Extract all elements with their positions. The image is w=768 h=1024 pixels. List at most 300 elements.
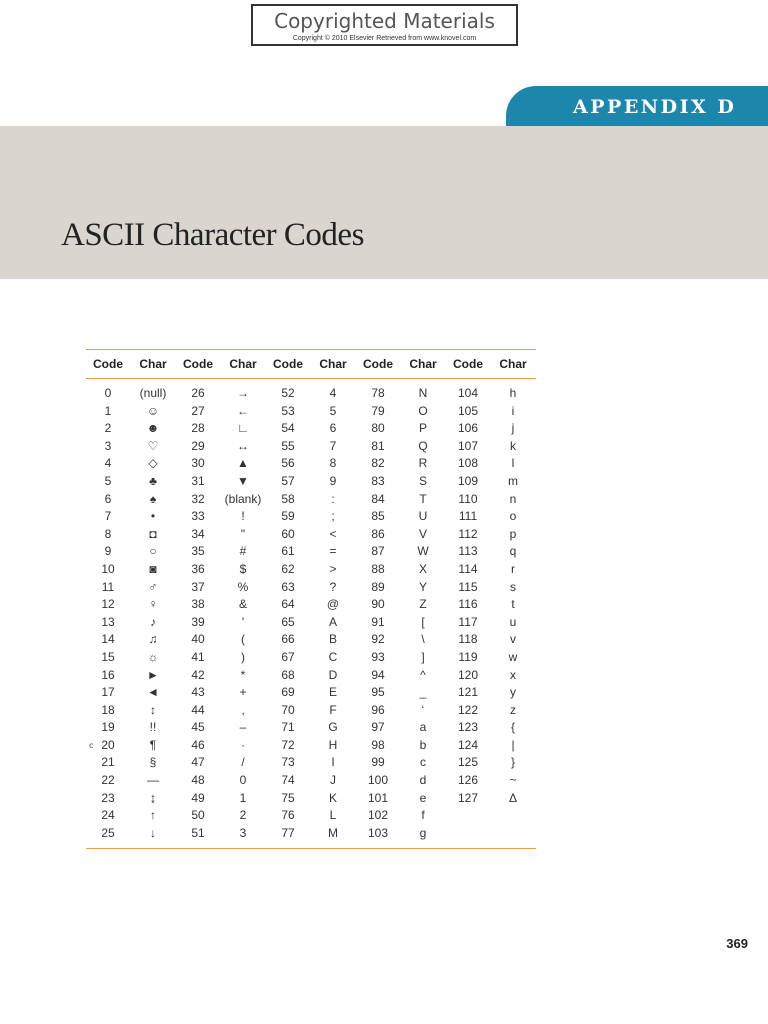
header-code: Code bbox=[183, 357, 213, 371]
char-cell: X bbox=[418, 561, 427, 576]
code-cell: 67 bbox=[281, 649, 295, 664]
char-cell: 0 bbox=[239, 773, 247, 788]
code-cell: 99 bbox=[371, 755, 385, 770]
stamp-subtitle: Copyright © 2010 Elsevier Retrieved from www.knovel.com bbox=[292, 35, 477, 42]
code-cell: 43 bbox=[191, 685, 205, 700]
char-cell: 4 bbox=[329, 386, 337, 400]
header-char: Char bbox=[229, 357, 257, 371]
code-cell: 49 bbox=[191, 790, 205, 805]
code-cell: 63 bbox=[281, 579, 295, 594]
char-cell: ♠ bbox=[149, 491, 157, 506]
ascii-code-table bbox=[86, 349, 536, 849]
char-cell: 5 bbox=[329, 403, 337, 418]
char-cell: 6 bbox=[329, 421, 337, 436]
char-cell: { bbox=[510, 720, 515, 735]
char-cell: § bbox=[149, 755, 157, 770]
code-cell: 119 bbox=[458, 649, 478, 664]
char-cell: R bbox=[418, 456, 428, 471]
char-cell: · bbox=[241, 737, 245, 752]
char-cell: ▼ bbox=[237, 473, 249, 488]
code-cell: 56 bbox=[281, 456, 295, 471]
char-cell: p bbox=[509, 526, 517, 541]
table-row bbox=[86, 719, 536, 737]
code-cell: 7 bbox=[104, 509, 112, 524]
char-cell: ↕ bbox=[150, 702, 156, 717]
code-cell: 121 bbox=[457, 685, 479, 700]
code-cell: 38 bbox=[191, 597, 205, 612]
char-cell: ← bbox=[237, 403, 249, 418]
code-cell: 50 bbox=[191, 808, 205, 823]
char-cell: ◘ bbox=[149, 526, 157, 541]
table-row bbox=[86, 596, 536, 614]
code-cell: 15 bbox=[101, 649, 115, 664]
code-cell: 105 bbox=[457, 403, 479, 418]
char-cell: (null) bbox=[139, 386, 167, 400]
code-cell: 113 bbox=[458, 544, 478, 559]
char-cell: = bbox=[329, 544, 337, 559]
code-cell: 8 bbox=[104, 526, 112, 541]
code-cell: 102 bbox=[367, 808, 389, 823]
char-cell: ~ bbox=[509, 773, 517, 788]
code-cell: 90 bbox=[371, 597, 385, 612]
table-row bbox=[86, 473, 536, 491]
code-cell: 126 bbox=[457, 773, 479, 788]
char-cell: E bbox=[328, 685, 337, 700]
code-cell: 26 bbox=[191, 386, 205, 400]
char-cell: 8 bbox=[329, 456, 337, 471]
code-cell: 44 bbox=[191, 702, 205, 717]
code-cell: 6 bbox=[104, 491, 112, 506]
code-cell: 51 bbox=[191, 825, 205, 840]
code-cell: 84 bbox=[371, 491, 385, 506]
code-cell bbox=[446, 807, 490, 825]
header-char: Char bbox=[319, 357, 347, 371]
code-cell: 92 bbox=[371, 632, 385, 647]
code-cell: 75 bbox=[281, 790, 295, 805]
char-cell: $ bbox=[239, 561, 247, 576]
header-char: Char bbox=[409, 357, 437, 371]
char-cell: ○ bbox=[149, 544, 157, 559]
code-cell: 87 bbox=[371, 544, 385, 559]
char-cell: D bbox=[328, 667, 338, 682]
char-cell: | bbox=[511, 737, 515, 752]
table-row bbox=[86, 491, 536, 509]
code-cell: 2 bbox=[104, 421, 112, 436]
code-cell: 76 bbox=[281, 808, 295, 823]
code-cell: 58 bbox=[281, 491, 295, 506]
code-cell: 127 bbox=[457, 790, 479, 805]
table-row bbox=[86, 614, 536, 632]
code-cell: 104 bbox=[457, 386, 479, 400]
table-row bbox=[86, 807, 536, 825]
table-row bbox=[86, 438, 536, 456]
code-cell: 18 bbox=[101, 702, 115, 717]
char-cell: 7 bbox=[329, 438, 337, 453]
code-cell: 14 bbox=[101, 632, 115, 647]
margin-mark: c bbox=[89, 741, 94, 750]
code-cell: 54 bbox=[281, 421, 295, 436]
code-cell: 114 bbox=[458, 561, 478, 576]
table-row bbox=[86, 379, 536, 403]
char-cell: ♂ bbox=[148, 579, 158, 594]
char-cell: ↨ bbox=[150, 790, 156, 805]
header-code: Code bbox=[93, 357, 123, 371]
table-row bbox=[86, 420, 536, 438]
char-cell: ¶ bbox=[149, 737, 157, 752]
char-cell: A bbox=[328, 614, 337, 629]
char-cell: * bbox=[240, 667, 246, 682]
char-cell: f bbox=[421, 808, 425, 823]
char-cell: • bbox=[150, 509, 156, 524]
char-cell: ☻ bbox=[146, 421, 160, 436]
code-cell: 27 bbox=[191, 403, 205, 418]
code-cell: 115 bbox=[458, 579, 478, 594]
code-cell: 46 bbox=[191, 737, 205, 752]
code-cell: 9 bbox=[104, 544, 112, 559]
code-cell: 16 bbox=[101, 667, 115, 682]
char-cell: ♫ bbox=[148, 632, 158, 647]
char-cell: [ bbox=[421, 614, 425, 629]
code-cell: 31 bbox=[191, 473, 205, 488]
char-cell: ‘ bbox=[421, 702, 425, 717]
header-code: Code bbox=[453, 357, 483, 371]
char-cell: F bbox=[329, 702, 337, 717]
header-char: Char bbox=[139, 357, 167, 371]
char-cell: Q bbox=[418, 438, 428, 453]
header-char: Char bbox=[499, 357, 527, 371]
char-cell: b bbox=[419, 737, 427, 752]
code-cell: 93 bbox=[371, 649, 385, 664]
code-cell: 106 bbox=[457, 421, 479, 436]
stamp-title: Copyrighted Materials bbox=[274, 9, 495, 33]
char-cell: O bbox=[418, 403, 428, 418]
code-cell: 73 bbox=[281, 755, 295, 770]
char-cell: 3 bbox=[239, 825, 247, 840]
code-cell: 24 bbox=[101, 808, 115, 823]
code-cell: 13 bbox=[101, 614, 115, 629]
code-cell: 48 bbox=[191, 773, 205, 788]
char-cell: P bbox=[418, 421, 427, 436]
code-cell: 35 bbox=[191, 544, 205, 559]
char-cell: : bbox=[331, 491, 335, 506]
code-cell: 11 bbox=[101, 579, 115, 594]
char-cell: ♀ bbox=[148, 597, 158, 612]
char-cell: ▲ bbox=[237, 456, 249, 471]
code-cell: 96 bbox=[371, 702, 385, 717]
char-cell: → bbox=[237, 386, 249, 400]
code-cell: 69 bbox=[281, 685, 295, 700]
code-cell: 71 bbox=[281, 720, 295, 735]
code-cell: 77 bbox=[281, 825, 295, 840]
table-row bbox=[86, 790, 536, 808]
code-cell: 97 bbox=[371, 720, 385, 735]
char-cell bbox=[490, 807, 536, 825]
char-cell: ♪ bbox=[150, 614, 156, 629]
table-row bbox=[86, 684, 536, 702]
code-cell: 32 bbox=[191, 491, 205, 506]
code-cell: 42 bbox=[191, 667, 205, 682]
code-cell: 79 bbox=[371, 403, 385, 418]
code-cell: 36 bbox=[191, 561, 205, 576]
table-row bbox=[86, 754, 536, 772]
code-cell: 116 bbox=[458, 597, 478, 612]
code-cell: 81 bbox=[371, 438, 385, 453]
char-cell: ♡ bbox=[147, 438, 159, 453]
char-cell: Δ bbox=[508, 790, 517, 805]
header-code: Code bbox=[273, 357, 303, 371]
char-cell: s bbox=[510, 579, 516, 594]
char-cell: ↑ bbox=[150, 808, 156, 823]
char-cell: # bbox=[239, 544, 247, 559]
char-cell: k bbox=[510, 438, 516, 453]
table-row bbox=[86, 508, 536, 526]
code-cell: 47 bbox=[191, 755, 205, 770]
code-cell: 21 bbox=[101, 755, 115, 770]
copyright-stamp bbox=[251, 4, 518, 46]
code-cell: 30 bbox=[191, 456, 205, 471]
code-cell: 122 bbox=[457, 702, 479, 717]
char-cell: v bbox=[510, 632, 516, 647]
table-body bbox=[86, 379, 536, 849]
char-cell: l bbox=[511, 456, 515, 471]
code-cell: 117 bbox=[458, 614, 478, 629]
table-row bbox=[86, 649, 536, 667]
char-cell: J bbox=[330, 773, 336, 788]
code-cell: 65 bbox=[281, 614, 295, 629]
char-cell: – bbox=[239, 720, 247, 735]
char-cell: " bbox=[240, 526, 246, 541]
code-cell: 64 bbox=[281, 597, 295, 612]
char-cell: n bbox=[509, 491, 517, 506]
char-cell: Y bbox=[418, 579, 427, 594]
char-cell: T bbox=[419, 491, 427, 506]
char-cell: d bbox=[419, 773, 427, 788]
char-cell: ; bbox=[331, 509, 335, 524]
code-cell: 45 bbox=[191, 720, 205, 735]
code-cell: 23 bbox=[101, 790, 115, 805]
code-cell: 55 bbox=[281, 438, 295, 453]
code-cell: 78 bbox=[371, 386, 385, 400]
char-cell: K bbox=[328, 790, 337, 805]
char-cell: ) bbox=[241, 649, 245, 664]
code-cell: 25 bbox=[101, 825, 115, 840]
char-cell bbox=[490, 825, 536, 849]
char-cell: ] bbox=[421, 649, 425, 664]
code-cell: 83 bbox=[371, 473, 385, 488]
code-cell: 72 bbox=[281, 737, 295, 752]
code-cell: 108 bbox=[457, 456, 479, 471]
table-row bbox=[86, 543, 536, 561]
char-cell: H bbox=[328, 737, 338, 752]
char-cell: 2 bbox=[239, 808, 247, 823]
code-cell: 33 bbox=[191, 509, 205, 524]
char-cell: j bbox=[511, 421, 515, 436]
char-cell: q bbox=[509, 544, 517, 559]
code-cell: 110 bbox=[458, 491, 478, 506]
char-cell: G bbox=[328, 720, 338, 735]
char-cell: — bbox=[147, 773, 159, 788]
char-cell: !! bbox=[149, 720, 157, 735]
code-cell: 112 bbox=[458, 526, 478, 541]
code-cell: 0 bbox=[104, 386, 112, 400]
page-title: ASCII Character Codes bbox=[61, 217, 364, 253]
char-cell: w bbox=[508, 649, 518, 664]
char-cell: a bbox=[419, 720, 427, 735]
table-header bbox=[86, 350, 536, 379]
char-cell: ! bbox=[241, 509, 245, 524]
code-cell: 123 bbox=[457, 720, 479, 735]
code-cell: 100 bbox=[367, 773, 389, 788]
char-cell: ☺ bbox=[146, 403, 160, 418]
char-cell: 9 bbox=[329, 473, 337, 488]
code-cell: 74 bbox=[281, 773, 295, 788]
table-row bbox=[86, 667, 536, 685]
char-cell: y bbox=[510, 685, 516, 700]
code-cell: 125 bbox=[457, 755, 479, 770]
char-cell: W bbox=[417, 544, 429, 559]
code-cell bbox=[446, 825, 490, 849]
code-cell: 82 bbox=[371, 456, 385, 471]
code-cell: 88 bbox=[371, 561, 385, 576]
code-cell: 85 bbox=[371, 509, 385, 524]
char-cell: ► bbox=[147, 667, 159, 682]
code-cell: 120 bbox=[457, 667, 479, 682]
code-cell: 4 bbox=[104, 456, 112, 471]
char-cell: ? bbox=[329, 579, 337, 594]
code-cell: 95 bbox=[371, 685, 385, 700]
code-cell: 68 bbox=[281, 667, 295, 682]
char-cell: x bbox=[510, 667, 516, 682]
code-cell: 28 bbox=[191, 421, 205, 436]
code-cell: 118 bbox=[458, 632, 478, 647]
char-cell: , bbox=[241, 702, 245, 717]
code-cell: 22 bbox=[101, 773, 115, 788]
char-cell: c bbox=[420, 755, 426, 770]
code-cell: 17 bbox=[101, 685, 115, 700]
code-cell: 10 bbox=[101, 561, 115, 576]
table-row bbox=[86, 825, 536, 849]
char-cell: ' bbox=[241, 614, 245, 629]
table-row bbox=[86, 772, 536, 790]
code-cell: 66 bbox=[281, 632, 295, 647]
char-cell: I bbox=[331, 755, 335, 770]
page-number: 369 bbox=[726, 936, 748, 951]
char-cell: \ bbox=[421, 632, 425, 647]
char-cell: h bbox=[509, 386, 517, 400]
code-cell: 59 bbox=[281, 509, 295, 524]
char-cell: ↔ bbox=[237, 438, 249, 453]
code-cell: 40 bbox=[191, 632, 205, 647]
char-cell: } bbox=[510, 755, 515, 770]
code-cell: 124 bbox=[457, 737, 479, 752]
char-cell: ^ bbox=[420, 667, 426, 682]
code-cell: 29 bbox=[191, 438, 205, 453]
char-cell: ♣ bbox=[149, 473, 157, 488]
char-cell: Z bbox=[419, 597, 427, 612]
appendix-label: APPENDIX D bbox=[506, 86, 768, 127]
char-cell: u bbox=[509, 614, 517, 629]
code-cell: 34 bbox=[191, 526, 205, 541]
char-cell: B bbox=[328, 632, 337, 647]
title-band bbox=[0, 126, 768, 279]
code-cell: 94 bbox=[371, 667, 385, 682]
char-cell: U bbox=[418, 509, 428, 524]
char-cell: i bbox=[511, 403, 515, 418]
table-row bbox=[86, 579, 536, 597]
char-cell: @ bbox=[326, 597, 340, 612]
char-cell: m bbox=[508, 473, 518, 488]
code-cell: 101 bbox=[367, 790, 389, 805]
code-cell: 98 bbox=[371, 737, 385, 752]
code-cell: 70 bbox=[281, 702, 295, 717]
char-cell: ↓ bbox=[150, 825, 156, 840]
char-cell: N bbox=[418, 386, 428, 400]
code-cell: 109 bbox=[457, 473, 479, 488]
code-cell: 20 bbox=[101, 737, 115, 752]
code-cell: 62 bbox=[281, 561, 295, 576]
code-cell: 57 bbox=[281, 473, 295, 488]
table-row bbox=[86, 455, 536, 473]
code-cell: 53 bbox=[281, 403, 295, 418]
code-cell: 39 bbox=[191, 614, 205, 629]
code-cell: 52 bbox=[281, 386, 295, 400]
char-cell: ◙ bbox=[149, 561, 157, 576]
char-cell: < bbox=[329, 526, 337, 541]
code-cell: 3 bbox=[104, 438, 112, 453]
char-cell: ◇ bbox=[148, 456, 158, 471]
char-cell: S bbox=[418, 473, 427, 488]
code-cell: 111 bbox=[458, 509, 478, 524]
code-cell: 5 bbox=[104, 473, 112, 488]
char-cell: % bbox=[237, 579, 249, 594]
table-row bbox=[86, 702, 536, 720]
code-cell: 107 bbox=[457, 438, 479, 453]
char-cell: (blank) bbox=[224, 491, 262, 506]
table-row bbox=[86, 737, 536, 755]
char-cell: ( bbox=[241, 632, 245, 647]
char-cell: e bbox=[419, 790, 427, 805]
table-row bbox=[86, 631, 536, 649]
code-cell: 86 bbox=[371, 526, 385, 541]
char-cell: r bbox=[511, 561, 515, 576]
code-cell: 91 bbox=[371, 614, 385, 629]
code-cell: 19 bbox=[101, 720, 115, 735]
char-cell: V bbox=[418, 526, 427, 541]
char-cell: / bbox=[241, 755, 245, 770]
code-cell: 41 bbox=[191, 649, 205, 664]
code-cell: 103 bbox=[367, 825, 389, 840]
code-cell: 37 bbox=[191, 579, 205, 594]
char-cell: + bbox=[239, 685, 247, 700]
char-cell: z bbox=[510, 702, 516, 717]
char-cell: > bbox=[329, 561, 337, 576]
table-header-row bbox=[86, 350, 536, 379]
code-cell: 60 bbox=[281, 526, 295, 541]
code-cell: 61 bbox=[281, 544, 295, 559]
char-cell: & bbox=[238, 597, 247, 612]
char-cell: t bbox=[511, 597, 515, 612]
char-cell: 1 bbox=[239, 790, 247, 805]
char-cell: L bbox=[329, 808, 337, 823]
char-cell: ∟ bbox=[237, 421, 249, 436]
header-code: Code bbox=[363, 357, 393, 371]
table-row bbox=[86, 526, 536, 544]
code-cell: 1 bbox=[104, 403, 112, 418]
char-cell: o bbox=[509, 509, 517, 524]
code-cell: 80 bbox=[371, 421, 385, 436]
char-cell: M bbox=[328, 825, 338, 840]
table-row bbox=[86, 561, 536, 579]
